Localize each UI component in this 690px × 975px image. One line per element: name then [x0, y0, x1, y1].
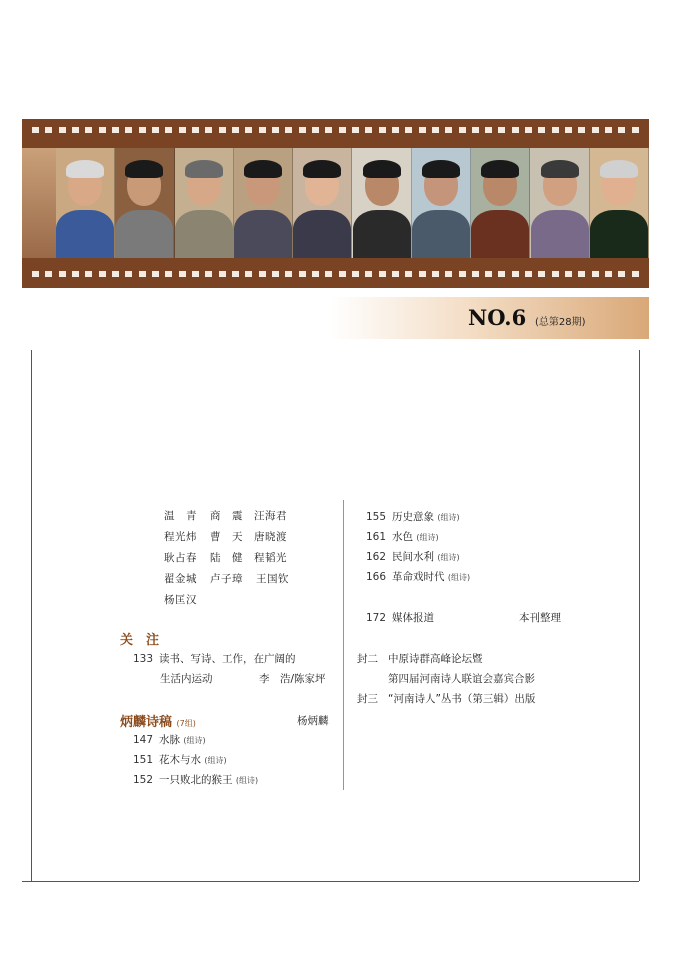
page-number: 152 — [133, 774, 154, 786]
portrait-body — [353, 210, 411, 258]
sprocket-row-bottom — [22, 271, 649, 280]
toc-entry[interactable] — [133, 752, 227, 767]
sprocket-hole — [325, 271, 332, 277]
cover-title: “河南诗人”丛书（第三辑）出版 — [388, 693, 536, 705]
sprocket-hole — [405, 127, 412, 133]
portrait-photo — [412, 148, 471, 258]
photo-frames — [56, 148, 649, 258]
sprocket-hole — [245, 127, 252, 133]
photo-partial — [22, 148, 56, 258]
sprocket-hole — [352, 271, 359, 277]
page-frame-bottom — [22, 881, 639, 882]
sprocket-hole — [125, 271, 132, 277]
sprocket-hole — [525, 271, 532, 277]
entry-title: 一只败北的猴王 — [159, 774, 233, 786]
cover-label: 封二 — [357, 653, 378, 665]
portrait-photo — [352, 148, 411, 258]
portrait-photo — [56, 148, 115, 258]
sprocket-hole — [232, 271, 239, 277]
name: 耿占春 — [164, 552, 197, 564]
portrait-body — [175, 210, 233, 258]
portrait-body — [531, 210, 589, 258]
sprocket-hole — [299, 271, 306, 277]
sprocket-hole — [45, 271, 52, 277]
entry-tag: (组诗) — [416, 533, 439, 542]
sprocket-hole — [472, 271, 479, 277]
entry-author: 本刊整理 — [519, 612, 561, 624]
sprocket-hole — [45, 127, 52, 133]
name: 曹 天 — [210, 531, 243, 543]
entry-title: 革命戏时代 — [392, 571, 445, 583]
cover2-entry[interactable] — [357, 651, 483, 666]
toc-entry[interactable] — [133, 772, 258, 787]
sprocket-hole — [632, 271, 639, 277]
sprocket-hole — [419, 127, 426, 133]
entry-title: 媒体报道 — [392, 612, 434, 624]
page-number: 147 — [133, 734, 154, 746]
sprocket-hole — [85, 127, 92, 133]
column-divider — [343, 500, 344, 790]
sprocket-hole — [459, 127, 466, 133]
toc-entry[interactable] — [366, 529, 439, 544]
sprocket-hole — [139, 127, 146, 133]
toc-entry[interactable] — [133, 651, 296, 666]
sprocket-hole — [59, 127, 66, 133]
entry-title: 水色 — [392, 531, 413, 543]
sprocket-hole — [32, 271, 39, 277]
toc-entry[interactable] — [366, 509, 460, 524]
sprocket-hole — [85, 271, 92, 277]
sprocket-hole — [232, 127, 239, 133]
page-number: 162 — [366, 551, 387, 563]
sprocket-hole — [299, 127, 306, 133]
sprocket-hole — [605, 127, 612, 133]
sprocket-hole — [272, 127, 279, 133]
sprocket-hole — [312, 271, 319, 277]
portrait-body — [590, 210, 648, 258]
sprocket-hole — [565, 127, 572, 133]
portrait-photo — [530, 148, 589, 258]
sprocket-hole — [618, 127, 625, 133]
sprocket-hole — [352, 127, 359, 133]
sprocket-hole — [512, 271, 519, 277]
page-number: 166 — [366, 571, 387, 583]
sprocket-hole — [219, 271, 226, 277]
sprocket-hole — [578, 271, 585, 277]
name: 陆 健 — [210, 552, 243, 564]
portrait-hair — [185, 160, 223, 178]
portrait-hair — [481, 160, 519, 178]
sprocket-hole — [165, 127, 172, 133]
sprocket-hole — [339, 271, 346, 277]
portrait-hair — [600, 160, 638, 178]
sprocket-hole — [192, 271, 199, 277]
sprocket-hole — [379, 127, 386, 133]
section-subtitle: (7组) — [176, 719, 196, 728]
entry-title: 民间水利 — [392, 551, 434, 563]
sprocket-hole — [459, 271, 466, 277]
portrait-body — [471, 210, 529, 258]
entry-tag: (组诗) — [204, 756, 227, 765]
issue-band — [330, 297, 649, 339]
sprocket-hole — [419, 271, 426, 277]
name: 商 震 — [210, 510, 243, 522]
sprocket-hole — [552, 127, 559, 133]
sprocket-hole — [139, 271, 146, 277]
sprocket-hole — [578, 127, 585, 133]
portrait-hair — [422, 160, 460, 178]
portrait-body — [293, 210, 351, 258]
film-strip-banner — [22, 119, 649, 288]
entry-author: 李 浩/陈家坪 — [259, 673, 326, 685]
portrait-hair — [125, 160, 163, 178]
sprocket-hole — [285, 271, 292, 277]
sprocket-hole — [485, 271, 492, 277]
page-number: 151 — [133, 754, 154, 766]
sprocket-hole — [59, 271, 66, 277]
portrait-hair — [541, 160, 579, 178]
sprocket-hole — [112, 271, 119, 277]
sprocket-hole — [432, 127, 439, 133]
portrait-photo — [293, 148, 352, 258]
cover3-entry[interactable] — [357, 691, 535, 706]
sprocket-hole — [245, 271, 252, 277]
section-title-bing — [120, 711, 196, 730]
toc-entry[interactable] — [133, 732, 206, 747]
sprocket-hole — [192, 127, 199, 133]
entry-title: 花木与水 — [159, 754, 201, 766]
sprocket-hole — [152, 271, 159, 277]
name: 温 青 — [164, 510, 197, 522]
sprocket-hole — [72, 271, 79, 277]
portrait-body — [412, 210, 470, 258]
sprocket-hole — [592, 271, 599, 277]
sprocket-hole — [525, 127, 532, 133]
sprocket-hole — [365, 127, 372, 133]
entry-title-line2: 生活内运动 — [160, 673, 213, 685]
section-author: 杨炳麟 — [297, 715, 329, 727]
entry-title: 历史意象 — [392, 511, 434, 523]
portrait-hair — [244, 160, 282, 178]
toc-entry-media[interactable] — [366, 610, 434, 625]
sprocket-hole — [325, 127, 332, 133]
name: 汪海君 — [254, 510, 287, 522]
sprocket-hole — [179, 127, 186, 133]
sprocket-hole — [445, 271, 452, 277]
cover-title: 中原诗群高峰论坛暨 — [388, 653, 483, 665]
sprocket-hole — [365, 271, 372, 277]
sprocket-hole — [392, 271, 399, 277]
name: 卢子璋 — [210, 573, 243, 585]
sprocket-hole — [552, 271, 559, 277]
entry-tag: (组诗) — [183, 736, 206, 745]
portrait-body — [56, 210, 114, 258]
name: 程光炜 — [164, 531, 197, 543]
sprocket-hole — [592, 127, 599, 133]
sprocket-hole — [472, 127, 479, 133]
sprocket-hole — [312, 127, 319, 133]
portrait-hair — [66, 160, 104, 178]
portrait-body — [115, 210, 173, 258]
cover-label: 封三 — [357, 693, 378, 705]
sprocket-hole — [339, 127, 346, 133]
sprocket-hole — [538, 127, 545, 133]
sprocket-hole — [538, 271, 545, 277]
name: 王国钦 — [256, 573, 289, 585]
sprocket-hole — [72, 127, 79, 133]
issue-number: NO.6 — [468, 305, 527, 330]
page-frame-left — [31, 350, 32, 881]
sprocket-hole — [205, 271, 212, 277]
sprocket-hole — [632, 127, 639, 133]
portrait-body — [234, 210, 292, 258]
sprocket-hole — [125, 127, 132, 133]
sprocket-hole — [285, 127, 292, 133]
sprocket-hole — [445, 127, 452, 133]
sprocket-hole — [498, 127, 505, 133]
section-title-focus: 关 注 — [120, 633, 160, 648]
sprocket-hole — [179, 271, 186, 277]
sprocket-hole — [618, 271, 625, 277]
portrait-photo — [175, 148, 234, 258]
cover2-line2: 第四届河南诗人联谊会嘉宾合影 — [388, 673, 535, 685]
sprocket-hole — [112, 127, 119, 133]
entry-tag: (组诗) — [437, 553, 460, 562]
portrait-photo — [590, 148, 649, 258]
entry-title: 读书、写诗、工作，在广阔的 — [159, 653, 296, 665]
page-frame-right — [639, 350, 640, 881]
sprocket-hole — [565, 271, 572, 277]
toc-entry[interactable] — [366, 569, 470, 584]
entry-tag: (组诗) — [447, 573, 471, 582]
name: 程韬光 — [254, 552, 287, 564]
section-title-text: 炳麟诗稿 — [120, 715, 173, 730]
portrait-photo — [115, 148, 174, 258]
name: 杨匡汉 — [164, 594, 197, 606]
page-number: 161 — [366, 531, 387, 543]
sprocket-hole — [272, 271, 279, 277]
entry-tag: (组诗) — [235, 776, 259, 785]
page-number: 133 — [133, 653, 154, 665]
sprocket-hole — [512, 127, 519, 133]
sprocket-hole — [219, 127, 226, 133]
portrait-hair — [363, 160, 401, 178]
page-number: 155 — [366, 511, 387, 523]
sprocket-hole — [259, 127, 266, 133]
toc-entry[interactable] — [366, 549, 460, 564]
sprocket-hole — [165, 271, 172, 277]
sprocket-hole — [485, 127, 492, 133]
sprocket-hole — [392, 127, 399, 133]
sprocket-hole — [432, 271, 439, 277]
name: 翟金城 — [164, 573, 197, 585]
portrait-photo — [471, 148, 530, 258]
sprocket-hole — [405, 271, 412, 277]
sprocket-hole — [99, 127, 106, 133]
sprocket-hole — [605, 271, 612, 277]
portrait-hair — [303, 160, 341, 178]
sprocket-hole — [152, 127, 159, 133]
sprocket-hole — [205, 127, 212, 133]
page-number: 172 — [366, 612, 387, 624]
sprocket-hole — [32, 127, 39, 133]
entry-title: 水脉 — [159, 734, 180, 746]
issue-total: (总第28期) — [535, 317, 586, 328]
sprocket-hole — [99, 271, 106, 277]
sprocket-hole — [379, 271, 386, 277]
sprocket-hole — [259, 271, 266, 277]
portrait-photo — [234, 148, 293, 258]
entry-tag: (组诗) — [437, 513, 460, 522]
name: 唐晓渡 — [254, 531, 287, 543]
sprocket-row-top — [22, 127, 649, 136]
sprocket-hole — [498, 271, 505, 277]
